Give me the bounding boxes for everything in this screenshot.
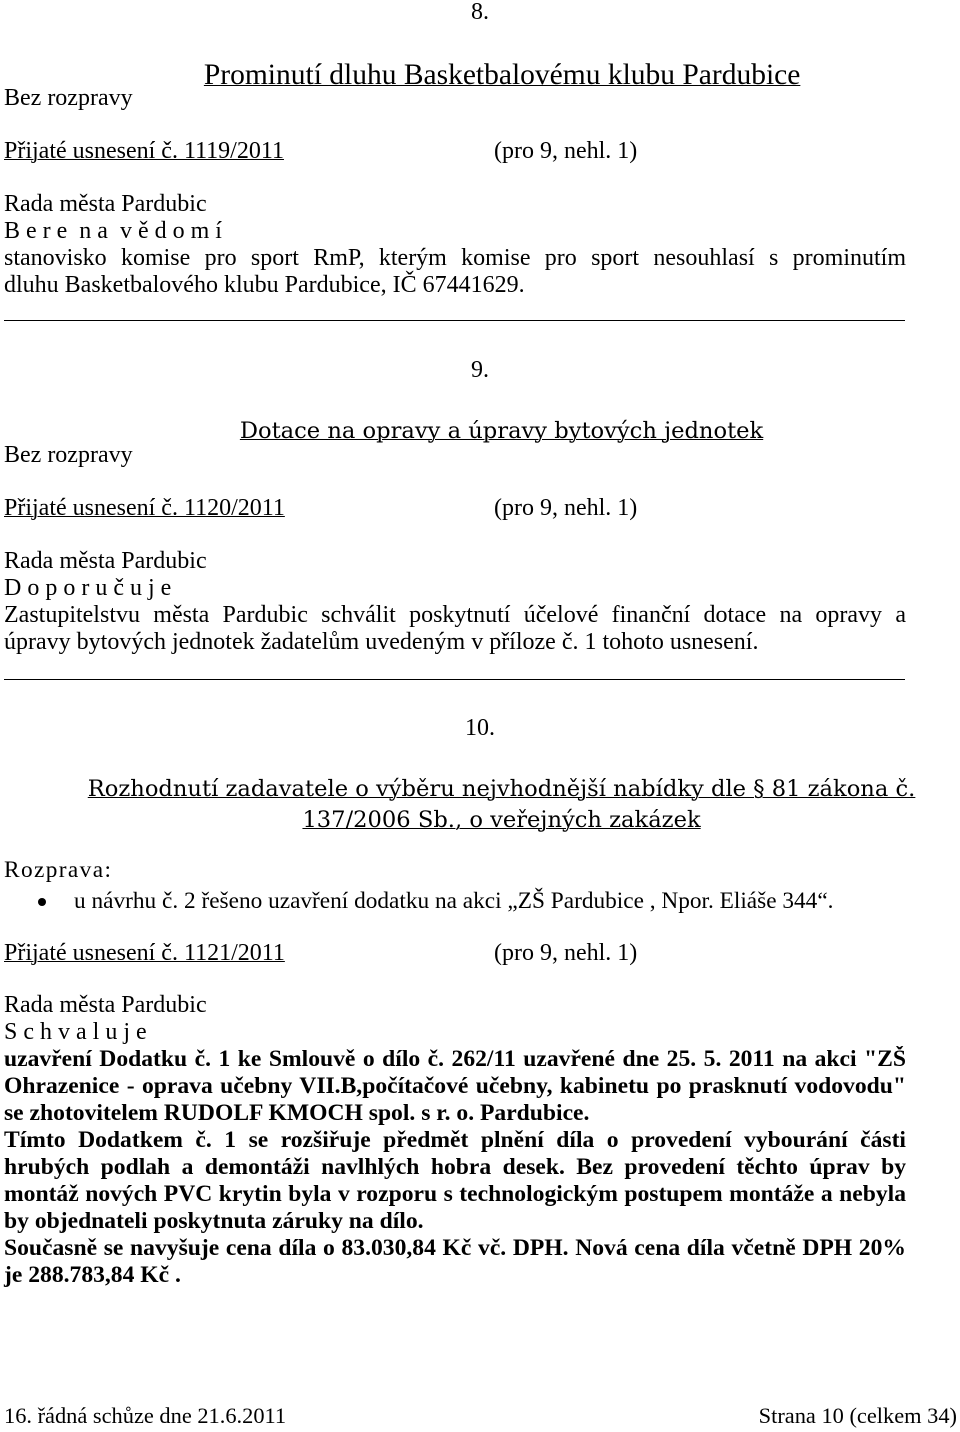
resolution-text-line: by objednateli poskytnuta záruky na dílo.	[4, 1208, 424, 1234]
session-info: 16. řádná schůze dne 21.6.2011	[4, 1403, 287, 1428]
resolution-verb: B e r e n a v ě d o m í	[4, 218, 222, 244]
resolution-text-line: se zhotovitelem RUDOLF KMOCH spol. s r. o. Pardubice.	[4, 1100, 590, 1126]
resolution-text-line: hrubých podlah a demontáži navlhlých hobra desek. Bez provedení těchto úprav by	[4, 1154, 906, 1180]
item-number: 10.	[465, 715, 495, 741]
discussion-label: Rozprava:	[4, 857, 113, 883]
resolution-text-line: Současně se navyšuje cena díla o 83.030,84 Kč vč. DPH. Nová cena díla včetně DPH 20%	[4, 1235, 906, 1261]
resolution-number: Přijaté usnesení č. 1120/2011	[4, 495, 285, 521]
resolution-text-line: uzavření Dodatku č. 1 ke Smlouvě o dílo č. 262/11 uzavřené dne 25. 5. 2011 na akci "ZŠ	[4, 1046, 906, 1072]
discussion-note: Bez rozpravy	[4, 442, 133, 468]
resolution-text-line: montáž nových PVC krytin byla v rozporu s technologickým postupem montáže a nebyla	[4, 1181, 906, 1207]
resolution-text-line: dluhu Basketbalového klubu Pardubice, IČ 67441629.	[4, 272, 525, 298]
item-title-line: Rozhodnutí zadavatele o výběru nejvhodnější nabídky dle § 81 zákona č.	[87, 776, 916, 802]
resolution-text-line: stanovisko komise pro sport RmP, kterým komise pro sport nesouhlasí s prominutím	[4, 245, 906, 271]
item-heading	[0, 743, 960, 802]
page-number: Strana 10 (celkem 34)	[758, 1403, 957, 1428]
resolving-body: Rada města Pardubic	[4, 992, 207, 1018]
resolution-text-line: je 288.783,84 Kč .	[4, 1262, 181, 1288]
vote-result: (pro 9, nehl. 1)	[494, 495, 638, 521]
discussion-note: Bez rozpravy	[4, 85, 133, 111]
resolution-number: Přijaté usnesení č. 1121/2011	[4, 940, 285, 966]
resolution-number: Přijaté usnesení č. 1119/2011	[4, 138, 284, 164]
resolution-text-line: Tímto Dodatkem č. 1 se rozšiřuje předmět plnění díla o provedení vybourání části	[4, 1127, 906, 1153]
resolving-body: Rada města Pardubic	[4, 548, 207, 574]
item-number: 8.	[471, 0, 489, 25]
item-heading	[0, 27, 960, 91]
resolution-text-line: úpravy bytových jednotek žadatelům uvedeným v příloze č. 1 tohoto usnesení.	[4, 629, 759, 655]
item-heading	[0, 385, 960, 444]
resolution-text-line: Ohrazenice - oprava učebny VII.B,počítačové učebny, kabinetu po prasknutí vodovodu"	[4, 1073, 906, 1099]
vote-result: (pro 9, nehl. 1)	[494, 940, 638, 966]
item-title: Prominutí dluhu Basketbalovému klubu Pardubice	[203, 59, 801, 91]
resolution-verb: D o p o r u č u j e	[4, 575, 172, 601]
section-divider	[4, 679, 905, 680]
vote-result: (pro 9, nehl. 1)	[494, 138, 638, 164]
item-title: Dotace na opravy a úpravy bytových jednotek	[239, 418, 764, 444]
section-divider	[4, 320, 905, 321]
resolving-body: Rada města Pardubic	[4, 191, 207, 217]
resolution-verb: S c h v a l u j e	[4, 1019, 147, 1045]
discussion-point: u návrhu č. 2 řešeno uzavření dodatku na akci „ZŠ Pardubice , Npor. Eliáše 344“.	[74, 888, 834, 914]
item-title-line: 137/2006 Sb., o veřejných zakázek	[302, 807, 701, 833]
resolution-text-line: Zastupitelstvu města Pardubic schválit poskytnutí účelové finanční dotace na opravy a	[4, 602, 906, 628]
item-number: 9.	[471, 357, 489, 383]
item-heading	[0, 774, 960, 833]
bullet-icon	[38, 898, 46, 906]
